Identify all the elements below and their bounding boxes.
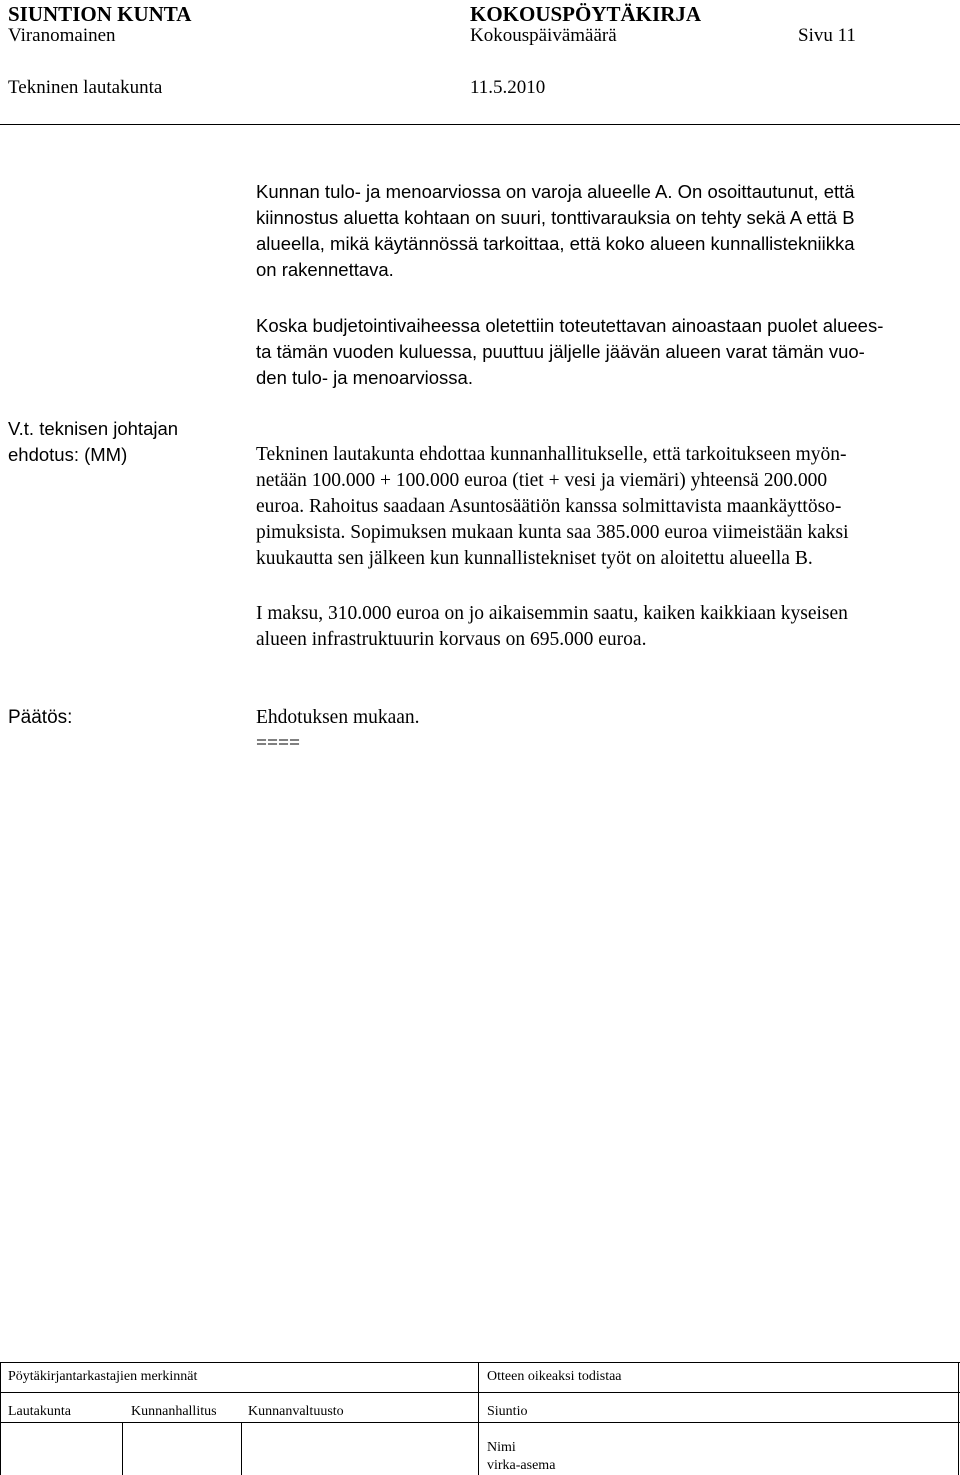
paragraph-budget (256, 179, 956, 283)
footer-divider (241, 1422, 242, 1475)
authority-name: Tekninen lautakunta (8, 77, 163, 98)
text-line: I maksu, 310.000 euroa on jo aikaisemmin saatu, kaiken kaikkiaan kyseisen (256, 603, 848, 624)
footer-position-label: virka-asema (487, 1458, 556, 1473)
text-line: on rakennettava. (256, 259, 394, 280)
page-number: Sivu 11 (798, 25, 856, 46)
text-line: den tulo- ja menoarviossa. (256, 367, 473, 388)
authority-label: Viranomainen (8, 25, 116, 46)
meeting-date: 11.5.2010 (470, 77, 546, 98)
label-line: ehdotus: (MM) (8, 444, 128, 465)
footer-divider (958, 1362, 959, 1475)
decision-text: Ehdotuksen mukaan. (256, 707, 420, 728)
reviewers-label: Pöytäkirjantarkastajien merkinnät (8, 1369, 198, 1384)
footer-place: Siuntio (487, 1404, 528, 1419)
text-line: alueella, mikä käytännössä tarkoittaa, että koko alueen kunnallistekniikka (256, 233, 855, 254)
document-type: KOKOUSPÖYTÄKIRJA (470, 2, 702, 26)
decision-end-mark: ==== (256, 733, 300, 754)
footer-name-label: Nimi (487, 1440, 516, 1455)
paragraph-budgeting-phase (256, 313, 956, 391)
certified-label: Otteen oikeaksi todistaa (487, 1369, 622, 1384)
footer-divider (478, 1362, 479, 1475)
payment-note (256, 601, 956, 653)
header-divider (0, 124, 960, 125)
meeting-date-label: Kokouspäivämäärä (470, 25, 617, 46)
text-line: alueen infrastruktuurin korvaus on 695.000 euroa. (256, 629, 647, 650)
footer-divider (122, 1422, 123, 1475)
text-line: Kunnan tulo- ja menoarviossa on varoja alueelle A. On osoittautunut, että (256, 181, 855, 202)
footer-col-board: Lautakunta (8, 1404, 71, 1419)
text-line: Koska budjetointivaiheessa oletettiin toteutettavan ainoastaan puolet aluees- (256, 315, 884, 336)
proposal-text (256, 442, 956, 572)
footer-mid-rule (0, 1392, 960, 1393)
text-line: euroa. Rahoitus saadaan Asuntosäätiön kanssa solmittavista maankäyttöso- (256, 496, 842, 517)
proposal-label (8, 416, 178, 468)
footer-col-municipal-board: Kunnanhallitus (131, 1404, 217, 1419)
decision-label: Päätös: (8, 707, 73, 728)
text-line: pimuksista. Sopimuksen mukaan kunta saa 385.000 euroa viimeistään kaksi (256, 522, 849, 543)
text-line: netään 100.000 + 100.000 euroa (tiet + vesi ja viemäri) yhteensä 200.000 (256, 470, 828, 491)
footer-lower-rule (0, 1422, 960, 1423)
label-line: V.t. teknisen johtajan (8, 418, 179, 439)
text-line: kuukautta sen jälkeen kun kunnallistekniset työt on aloitettu alueella B. (256, 548, 813, 569)
municipality-name: SIUNTION KUNTA (8, 2, 192, 26)
text-line: kiinnostus aluetta kohtaan on suuri, tonttivarauksia on tehty sekä A että B (256, 207, 855, 228)
text-line: Tekninen lautakunta ehdottaa kunnanhallitukselle, että tarkoitukseen myön- (256, 444, 847, 465)
text-line: ta tämän vuoden kuluessa, puuttuu jäljelle jäävän alueen varat tämän vuo- (256, 341, 865, 362)
footer-col-council: Kunnanvaltuusto (248, 1404, 344, 1419)
footer-divider (0, 1362, 1, 1475)
footer-top-rule (0, 1362, 960, 1363)
